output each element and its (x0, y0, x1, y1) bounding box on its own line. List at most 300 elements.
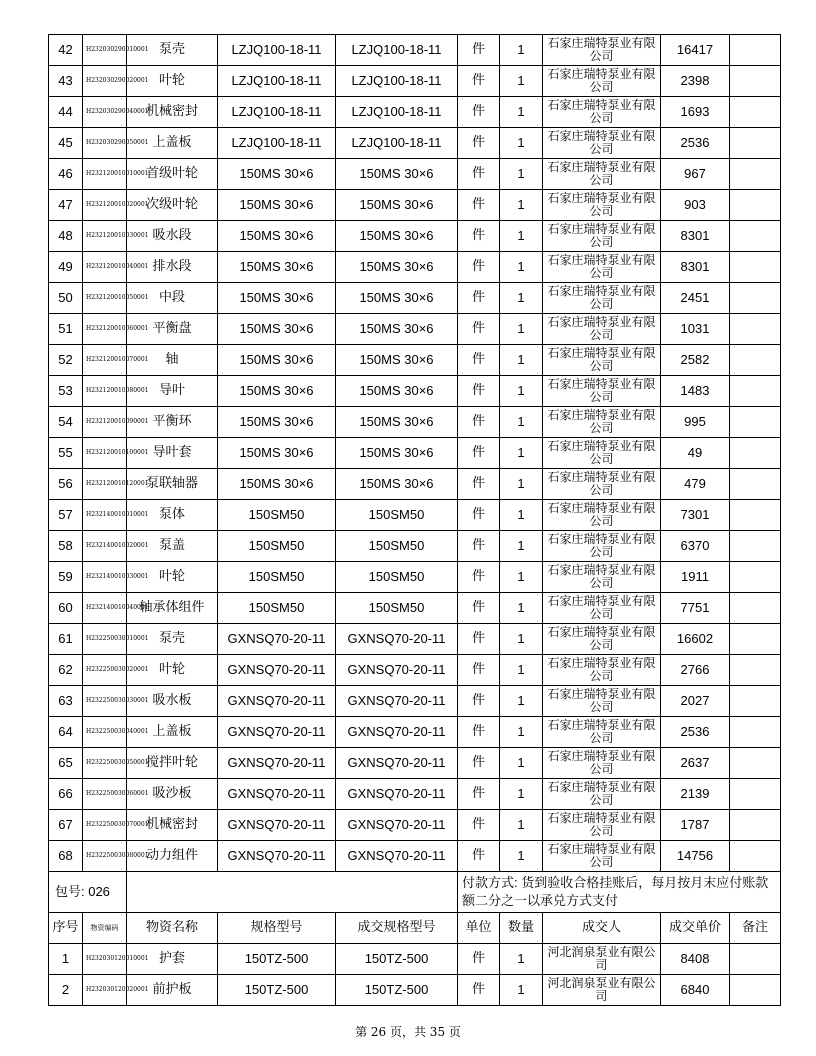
unit: 件 (458, 500, 500, 531)
material-code: H232120010060001 (83, 314, 127, 345)
material-code: H232120010090001 (83, 407, 127, 438)
unit-price: 16417 (661, 35, 730, 66)
unit-price: 8301 (661, 221, 730, 252)
supplier: 河北润泉泵业有限公司 (543, 975, 661, 1006)
remark (730, 314, 781, 345)
unit-price: 2027 (661, 686, 730, 717)
spec-model: GXNSQ70-20-11 (218, 717, 336, 748)
remark (730, 252, 781, 283)
material-name: 叶轮 (127, 655, 218, 686)
spec-model: 150SM50 (218, 562, 336, 593)
material-name: 上盖板 (127, 717, 218, 748)
deal-spec-model: GXNSQ70-20-11 (336, 686, 458, 717)
spec-model: LZJQ100-18-11 (218, 66, 336, 97)
quantity: 1 (500, 407, 543, 438)
deal-spec-model: 150MS 30×6 (336, 252, 458, 283)
spec-model: GXNSQ70-20-11 (218, 655, 336, 686)
spec-model: GXNSQ70-20-11 (218, 748, 336, 779)
supplier: 石家庄瑞特泵业有限公司 (543, 66, 661, 97)
spec-model: GXNSQ70-20-11 (218, 624, 336, 655)
supplier: 石家庄瑞特泵业有限公司 (543, 376, 661, 407)
table-row (49, 345, 781, 376)
unit-price: 2536 (661, 717, 730, 748)
remark (730, 469, 781, 500)
material-code: H232250030020001 (83, 655, 127, 686)
material-code: H232140010030001 (83, 562, 127, 593)
material-name: 泵联轴器 (127, 469, 218, 500)
unit: 件 (458, 314, 500, 345)
quantity: 1 (500, 252, 543, 283)
material-name: 吸水板 (127, 686, 218, 717)
material-code: H232140010040001 (83, 593, 127, 624)
supplier: 石家庄瑞特泵业有限公司 (543, 190, 661, 221)
material-name: 排水段 (127, 252, 218, 283)
deal-spec-model: GXNSQ70-20-11 (336, 624, 458, 655)
remark (730, 748, 781, 779)
unit: 件 (458, 717, 500, 748)
spec-model: 150TZ-500 (218, 944, 336, 975)
table-row (49, 748, 781, 779)
material-name: 中段 (127, 283, 218, 314)
deal-spec-model: GXNSQ70-20-11 (336, 655, 458, 686)
material-name: 导叶 (127, 376, 218, 407)
supplier: 石家庄瑞特泵业有限公司 (543, 562, 661, 593)
deal-spec-model: GXNSQ70-20-11 (336, 810, 458, 841)
unit: 件 (458, 345, 500, 376)
spec-model: GXNSQ70-20-11 (218, 686, 336, 717)
page-footer: 第 26 页，共 35 页 (355, 1025, 461, 1039)
material-code: H232140010020001 (83, 531, 127, 562)
unit-price: 2139 (661, 779, 730, 810)
column-header: 成交人 (543, 913, 661, 944)
row-number: 45 (49, 128, 83, 159)
unit-price: 6840 (661, 975, 730, 1006)
deal-spec-model: 150MS 30×6 (336, 283, 458, 314)
supplier: 石家庄瑞特泵业有限公司 (543, 314, 661, 345)
unit-price: 2637 (661, 748, 730, 779)
supplier: 石家庄瑞特泵业有限公司 (543, 500, 661, 531)
supplier: 石家庄瑞特泵业有限公司 (543, 717, 661, 748)
package-blank (127, 872, 458, 913)
material-code: H232120010070001 (83, 345, 127, 376)
column-header: 序号 (49, 913, 83, 944)
unit: 件 (458, 944, 500, 975)
deal-spec-model: LZJQ100-18-11 (336, 35, 458, 66)
unit: 件 (458, 810, 500, 841)
material-code: H232250030030001 (83, 686, 127, 717)
supplier: 石家庄瑞特泵业有限公司 (543, 748, 661, 779)
spec-model: 150MS 30×6 (218, 438, 336, 469)
supplier: 石家庄瑞特泵业有限公司 (543, 97, 661, 128)
material-name: 泵壳 (127, 35, 218, 66)
quantity: 1 (500, 314, 543, 345)
material-name: 泵壳 (127, 624, 218, 655)
deal-spec-model: GXNSQ70-20-11 (336, 748, 458, 779)
remark (730, 376, 781, 407)
payment-terms: 付款方式: 货到验收合格挂账后，每月按月末应付账款额二分之一以承兑方式支付 (458, 872, 781, 913)
quantity: 1 (500, 593, 543, 624)
quantity: 1 (500, 345, 543, 376)
supplier: 石家庄瑞特泵业有限公司 (543, 159, 661, 190)
material-name: 首级叶轮 (127, 159, 218, 190)
deal-spec-model: 150MS 30×6 (336, 221, 458, 252)
quantity: 1 (500, 624, 543, 655)
row-number: 63 (49, 686, 83, 717)
material-name: 轴承体组件 (127, 593, 218, 624)
material-name: 次级叶轮 (127, 190, 218, 221)
material-name: 机械密封 (127, 810, 218, 841)
supplier: 石家庄瑞特泵业有限公司 (543, 593, 661, 624)
unit-price: 2451 (661, 283, 730, 314)
row-number: 50 (49, 283, 83, 314)
remark (730, 975, 781, 1006)
supplier: 河北润泉泵业有限公司 (543, 944, 661, 975)
remark (730, 562, 781, 593)
quantity: 1 (500, 469, 543, 500)
unit: 件 (458, 190, 500, 221)
material-code: H232120010020001 (83, 190, 127, 221)
deal-spec-model: LZJQ100-18-11 (336, 97, 458, 128)
row-number: 65 (49, 748, 83, 779)
remark (730, 810, 781, 841)
unit-price: 1787 (661, 810, 730, 841)
unit: 件 (458, 841, 500, 872)
supplier: 石家庄瑞特泵业有限公司 (543, 810, 661, 841)
table-row (49, 252, 781, 283)
remark (730, 128, 781, 159)
quantity: 1 (500, 438, 543, 469)
spec-model: GXNSQ70-20-11 (218, 779, 336, 810)
deal-spec-model: 150MS 30×6 (336, 376, 458, 407)
material-code: H232120010040001 (83, 252, 127, 283)
material-name: 泵体 (127, 500, 218, 531)
row-number: 60 (49, 593, 83, 624)
row-number: 58 (49, 531, 83, 562)
table-row (49, 128, 781, 159)
quantity: 1 (500, 717, 543, 748)
supplier: 石家庄瑞特泵业有限公司 (543, 841, 661, 872)
spec-model: GXNSQ70-20-11 (218, 841, 336, 872)
supplier: 石家庄瑞特泵业有限公司 (543, 345, 661, 376)
material-name: 前护板 (127, 975, 218, 1006)
row-number: 55 (49, 438, 83, 469)
table-row (49, 531, 781, 562)
supplier: 石家庄瑞特泵业有限公司 (543, 686, 661, 717)
table-row (49, 35, 781, 66)
unit-price: 2536 (661, 128, 730, 159)
spec-model: 150MS 30×6 (218, 190, 336, 221)
unit: 件 (458, 159, 500, 190)
column-header: 成交规格型号 (336, 913, 458, 944)
row-number: 48 (49, 221, 83, 252)
deal-spec-model: LZJQ100-18-11 (336, 128, 458, 159)
spec-model: 150MS 30×6 (218, 376, 336, 407)
spec-model: 150MS 30×6 (218, 221, 336, 252)
deal-spec-model: GXNSQ70-20-11 (336, 779, 458, 810)
unit: 件 (458, 562, 500, 593)
column-header: 成交单价 (661, 913, 730, 944)
table-row (49, 221, 781, 252)
procurement-table (48, 34, 781, 1006)
remark (730, 593, 781, 624)
package-number: 包号: 026 (49, 872, 127, 913)
supplier: 石家庄瑞特泵业有限公司 (543, 407, 661, 438)
table-row (49, 975, 781, 1006)
row-number: 47 (49, 190, 83, 221)
supplier: 石家庄瑞特泵业有限公司 (543, 35, 661, 66)
quantity: 1 (500, 531, 543, 562)
material-name: 吸沙板 (127, 779, 218, 810)
table-row (49, 779, 781, 810)
material-code: H232250030080001 (83, 841, 127, 872)
remark (730, 944, 781, 975)
material-name: 泵盖 (127, 531, 218, 562)
table-body-second-package (49, 944, 781, 1006)
material-name: 轴 (127, 345, 218, 376)
material-code: H232250030060001 (83, 779, 127, 810)
row-number: 62 (49, 655, 83, 686)
spec-model: 150MS 30×6 (218, 345, 336, 376)
material-name: 动力组件 (127, 841, 218, 872)
spec-model: GXNSQ70-20-11 (218, 810, 336, 841)
unit: 件 (458, 221, 500, 252)
table-row (49, 469, 781, 500)
unit: 件 (458, 779, 500, 810)
unit-price: 967 (661, 159, 730, 190)
column-header: 规格型号 (218, 913, 336, 944)
unit-price: 479 (661, 469, 730, 500)
supplier: 石家庄瑞特泵业有限公司 (543, 283, 661, 314)
material-code: H232030290010001 (83, 35, 127, 66)
unit: 件 (458, 438, 500, 469)
table-row (49, 500, 781, 531)
material-code: H232120010120001 (83, 469, 127, 500)
spec-model: 150MS 30×6 (218, 283, 336, 314)
package-section (49, 872, 781, 944)
deal-spec-model: LZJQ100-18-11 (336, 66, 458, 97)
remark (730, 686, 781, 717)
material-name: 上盖板 (127, 128, 218, 159)
row-number: 43 (49, 66, 83, 97)
supplier: 石家庄瑞特泵业有限公司 (543, 531, 661, 562)
quantity: 1 (500, 35, 543, 66)
remark (730, 345, 781, 376)
quantity: 1 (500, 779, 543, 810)
table-row (49, 66, 781, 97)
supplier: 石家庄瑞特泵业有限公司 (543, 655, 661, 686)
column-header: 单位 (458, 913, 500, 944)
unit-price: 2398 (661, 66, 730, 97)
spec-model: 150SM50 (218, 593, 336, 624)
remark (730, 717, 781, 748)
row-number: 59 (49, 562, 83, 593)
quantity: 1 (500, 500, 543, 531)
unit-price: 49 (661, 438, 730, 469)
deal-spec-model: 150MS 30×6 (336, 438, 458, 469)
deal-spec-model: 150SM50 (336, 531, 458, 562)
unit: 件 (458, 748, 500, 779)
deal-spec-model: 150MS 30×6 (336, 159, 458, 190)
row-number: 56 (49, 469, 83, 500)
material-name: 叶轮 (127, 66, 218, 97)
material-code: H232250030010001 (83, 624, 127, 655)
spec-model: 150SM50 (218, 500, 336, 531)
quantity: 1 (500, 562, 543, 593)
supplier: 石家庄瑞特泵业有限公司 (543, 128, 661, 159)
row-number: 2 (49, 975, 83, 1006)
unit: 件 (458, 35, 500, 66)
column-header: 物资名称 (127, 913, 218, 944)
quantity: 1 (500, 655, 543, 686)
material-code: H232030290050001 (83, 128, 127, 159)
quantity: 1 (500, 221, 543, 252)
unit-price: 14756 (661, 841, 730, 872)
table-row (49, 717, 781, 748)
unit-price: 6370 (661, 531, 730, 562)
row-number: 44 (49, 97, 83, 128)
column-header: 备注 (730, 913, 781, 944)
deal-spec-model: 150TZ-500 (336, 975, 458, 1006)
spec-model: 150MS 30×6 (218, 314, 336, 345)
table-row (49, 190, 781, 221)
unit-price: 1693 (661, 97, 730, 128)
table-row (49, 944, 781, 975)
unit: 件 (458, 531, 500, 562)
row-number: 64 (49, 717, 83, 748)
row-number: 53 (49, 376, 83, 407)
quantity: 1 (500, 686, 543, 717)
remark (730, 190, 781, 221)
supplier: 石家庄瑞特泵业有限公司 (543, 624, 661, 655)
supplier: 石家庄瑞特泵业有限公司 (543, 252, 661, 283)
table-row (49, 655, 781, 686)
table-row (49, 376, 781, 407)
material-code: H232250030070001 (83, 810, 127, 841)
remark (730, 531, 781, 562)
table-row (49, 283, 781, 314)
row-number: 42 (49, 35, 83, 66)
material-name: 平衡环 (127, 407, 218, 438)
material-code: H232250030050001 (83, 748, 127, 779)
remark (730, 35, 781, 66)
deal-spec-model: 150MS 30×6 (336, 190, 458, 221)
unit: 件 (458, 593, 500, 624)
remark (730, 221, 781, 252)
unit-price: 1911 (661, 562, 730, 593)
material-code: H232120010010001 (83, 159, 127, 190)
supplier: 石家庄瑞特泵业有限公司 (543, 779, 661, 810)
package-row (49, 872, 781, 913)
unit-price: 16602 (661, 624, 730, 655)
unit: 件 (458, 97, 500, 128)
row-number: 68 (49, 841, 83, 872)
deal-spec-model: GXNSQ70-20-11 (336, 841, 458, 872)
remark (730, 407, 781, 438)
material-code: H232120010100001 (83, 438, 127, 469)
material-code: H232120010050001 (83, 283, 127, 314)
quantity: 1 (500, 97, 543, 128)
material-code: H232030120010001 (83, 944, 127, 975)
row-number: 66 (49, 779, 83, 810)
table-row (49, 810, 781, 841)
unit-price: 8408 (661, 944, 730, 975)
remark (730, 97, 781, 128)
spec-model: 150TZ-500 (218, 975, 336, 1006)
row-number: 1 (49, 944, 83, 975)
row-number: 61 (49, 624, 83, 655)
quantity: 1 (500, 944, 543, 975)
unit-price: 7301 (661, 500, 730, 531)
quantity: 1 (500, 975, 543, 1006)
deal-spec-model: 150TZ-500 (336, 944, 458, 975)
row-number: 67 (49, 810, 83, 841)
unit-price: 2766 (661, 655, 730, 686)
quantity: 1 (500, 128, 543, 159)
material-code: H232140010010001 (83, 500, 127, 531)
table-body-first-package (49, 35, 781, 872)
material-code: H232030290020001 (83, 66, 127, 97)
material-code: H232030290040001 (83, 97, 127, 128)
quantity: 1 (500, 190, 543, 221)
deal-spec-model: 150MS 30×6 (336, 407, 458, 438)
unit: 件 (458, 376, 500, 407)
quantity: 1 (500, 748, 543, 779)
unit: 件 (458, 686, 500, 717)
unit: 件 (458, 655, 500, 686)
unit-price: 1483 (661, 376, 730, 407)
material-code: H232250030040001 (83, 717, 127, 748)
material-name: 吸水段 (127, 221, 218, 252)
remark (730, 655, 781, 686)
remark (730, 438, 781, 469)
remark (730, 779, 781, 810)
supplier: 石家庄瑞特泵业有限公司 (543, 469, 661, 500)
row-number: 46 (49, 159, 83, 190)
deal-spec-model: GXNSQ70-20-11 (336, 717, 458, 748)
table-row (49, 562, 781, 593)
supplier: 石家庄瑞特泵业有限公司 (543, 438, 661, 469)
unit-price: 2582 (661, 345, 730, 376)
deal-spec-model: 150SM50 (336, 562, 458, 593)
table-row (49, 593, 781, 624)
remark (730, 841, 781, 872)
material-code: H232120010030001 (83, 221, 127, 252)
material-name: 导叶套 (127, 438, 218, 469)
row-number: 49 (49, 252, 83, 283)
material-name: 机械密封 (127, 97, 218, 128)
spec-model: LZJQ100-18-11 (218, 35, 336, 66)
unit: 件 (458, 624, 500, 655)
unit: 件 (458, 469, 500, 500)
spec-model: 150MS 30×6 (218, 252, 336, 283)
material-name: 平衡盘 (127, 314, 218, 345)
quantity: 1 (500, 159, 543, 190)
row-number: 51 (49, 314, 83, 345)
spec-model: LZJQ100-18-11 (218, 128, 336, 159)
table-row (49, 97, 781, 128)
spec-model: 150MS 30×6 (218, 159, 336, 190)
table-row (49, 624, 781, 655)
spec-model: LZJQ100-18-11 (218, 97, 336, 128)
remark (730, 283, 781, 314)
quantity: 1 (500, 283, 543, 314)
table-row (49, 841, 781, 872)
deal-spec-model: 150MS 30×6 (336, 345, 458, 376)
quantity: 1 (500, 841, 543, 872)
material-name: 护套 (127, 944, 218, 975)
row-number: 54 (49, 407, 83, 438)
column-header: 物资编码 (83, 913, 127, 944)
